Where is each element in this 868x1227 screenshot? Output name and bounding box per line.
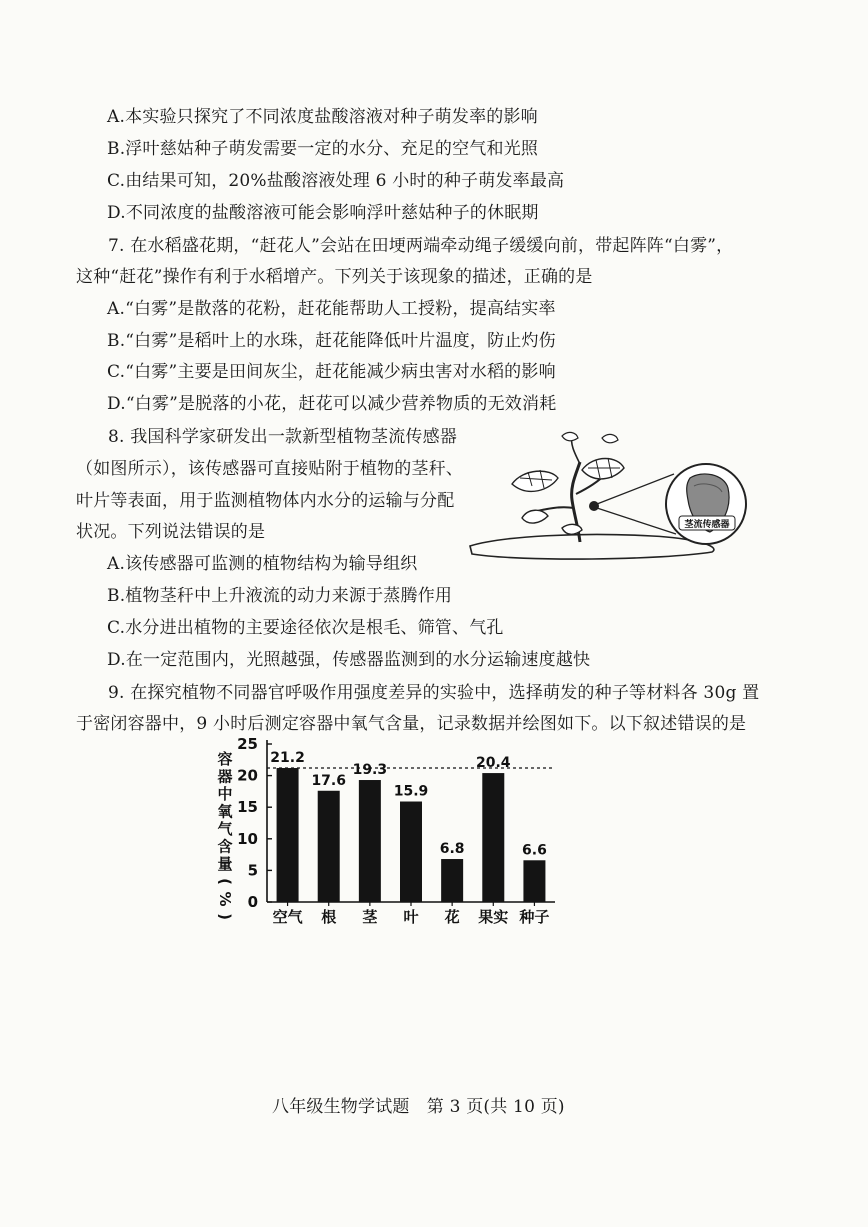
q9-stem-line-2: 于密闭容器中，9 小时后测定容器中氧气含量，记录数据并绘图如下。以下叙述错误的是 (76, 714, 747, 734)
category-label: 根 (321, 908, 337, 926)
bar (441, 859, 463, 902)
bar-data-label: 17.6 (311, 772, 346, 789)
q7-option-a: A.“白雾”是散落的花粉，赶花能帮助人工授粉，提高结实率 (107, 299, 556, 319)
ylabel-char: 器 (217, 767, 233, 786)
q8-option-b: B.植物茎秆中上升液流的动力来源于蒸腾作用 (107, 586, 453, 606)
chart-categories (273, 902, 550, 926)
bar (318, 791, 340, 902)
sensor-spot (589, 501, 599, 511)
q6-option-a: A.本实验只探究了不同浓度盐酸溶液对种子萌发率的影响 (107, 107, 538, 127)
bar-data-label: 6.6 (522, 842, 547, 859)
q7-stem-line-1: 7. 在水稻盛花期，“赶花人”会站在田埂两端牵动绳子缓缓向前，带起阵阵“白雾”， (108, 236, 734, 256)
leaf-5 (562, 432, 578, 440)
y-tick-label: 10 (237, 829, 258, 848)
q8-stem-line-4: 状况。下列说法错误的是 (76, 522, 266, 542)
oxygen-bar-chart (210, 732, 570, 932)
sensor-label: 茎流传感器 (684, 520, 730, 530)
bar (523, 860, 545, 902)
category-label: 种子 (519, 908, 550, 926)
bar-data-label: 21.2 (270, 750, 305, 767)
bar (359, 780, 381, 902)
leaf-6 (602, 434, 618, 442)
q7-option-d: D.“白雾”是脱落的小花，赶花可以减少营养物质的无效消耗 (107, 394, 557, 414)
bar (400, 802, 422, 902)
category-label: 空气 (272, 908, 303, 926)
plant-sensor-figure (462, 428, 762, 568)
ylabel-char: ( (216, 878, 234, 885)
q8-option-a: A.该传感器可监测的植物结构为输导组织 (107, 554, 418, 574)
ylabel-char: 中 (217, 785, 233, 803)
q8-stem-line-2: （如图所示），该传感器可直接贴附于植物的茎秆、 (76, 459, 464, 479)
bar-data-label: 15.9 (393, 783, 429, 800)
bar-data-label: 6.8 (439, 841, 465, 858)
q6-option-b: B.浮叶慈姑种子萌发需要一定的水分、充足的空气和光照 (107, 139, 539, 159)
ylabel-char: ) (216, 913, 234, 920)
ylabel-char: % (216, 891, 234, 907)
y-axis-label (216, 750, 234, 920)
q8-option-d: D.在一定范围内，光照越强，传感器监测到的水分运输速度越快 (107, 650, 591, 670)
ylabel-char: 容 (217, 750, 233, 768)
q9-stem-line-1: 9. 在探究植物不同器官呼吸作用强度差异的实验中，选择萌发的种子等材料各 30g 置 (108, 683, 760, 703)
y-tick-label: 20 (237, 766, 258, 785)
bar-data-label: 19.3 (352, 762, 388, 779)
ground-outline (470, 534, 714, 559)
ylabel-char: 气 (217, 820, 233, 838)
y-tick-label: 0 (247, 893, 258, 911)
category-label: 花 (444, 908, 460, 926)
y-tick-label: 25 (237, 735, 258, 753)
ylabel-char: 氧 (217, 802, 233, 821)
y-tick-label: 5 (247, 861, 258, 880)
q7-option-b: B.“白雾”是稻叶上的水珠，赶花能降低叶片温度，防止灼伤 (107, 331, 556, 351)
leaf-1 (512, 471, 558, 491)
q6-option-d: D.不同浓度的盐酸溶液可能会影响浮叶慈姑种子的休眠期 (107, 203, 539, 223)
q7-stem-line-2: 这种“赶花”操作有利于水稻增产。下列关于该现象的描述，正确的是 (76, 267, 593, 287)
ylabel-char: 含 (217, 837, 233, 856)
category-label: 茎 (362, 908, 378, 926)
y-tick-label: 15 (237, 798, 258, 817)
q8-stem-line-1: 8. 我国科学家研发出一款新型植物茎流传感器 (108, 427, 458, 447)
q7-option-c: C.“白雾”主要是田间灰尘，赶花能减少病虫害对水稻的影响 (107, 362, 556, 382)
callout-line-bottom (597, 508, 676, 534)
q8-option-c: C.水分进出植物的主要途径依次是根毛、筛管、气孔 (107, 618, 504, 638)
bar-data-label: 20.4 (476, 755, 511, 772)
ylabel-char: 量 (217, 855, 233, 873)
bar (277, 768, 299, 902)
q6-option-c: C.由结果可知，20%盐酸溶液处理 6 小时的种子萌发率最高 (107, 171, 565, 191)
category-label: 叶 (403, 908, 419, 926)
page-footer: 八年级生物学试题 第 3 页(共 10 页) (272, 1097, 565, 1117)
bar (482, 773, 504, 902)
leaf-3 (522, 510, 548, 523)
q8-stem-line-3: 叶片等表面，用于监测植物体内水分的运输与分配 (76, 491, 455, 511)
leaf-2 (582, 459, 624, 479)
category-label: 果实 (478, 908, 509, 926)
